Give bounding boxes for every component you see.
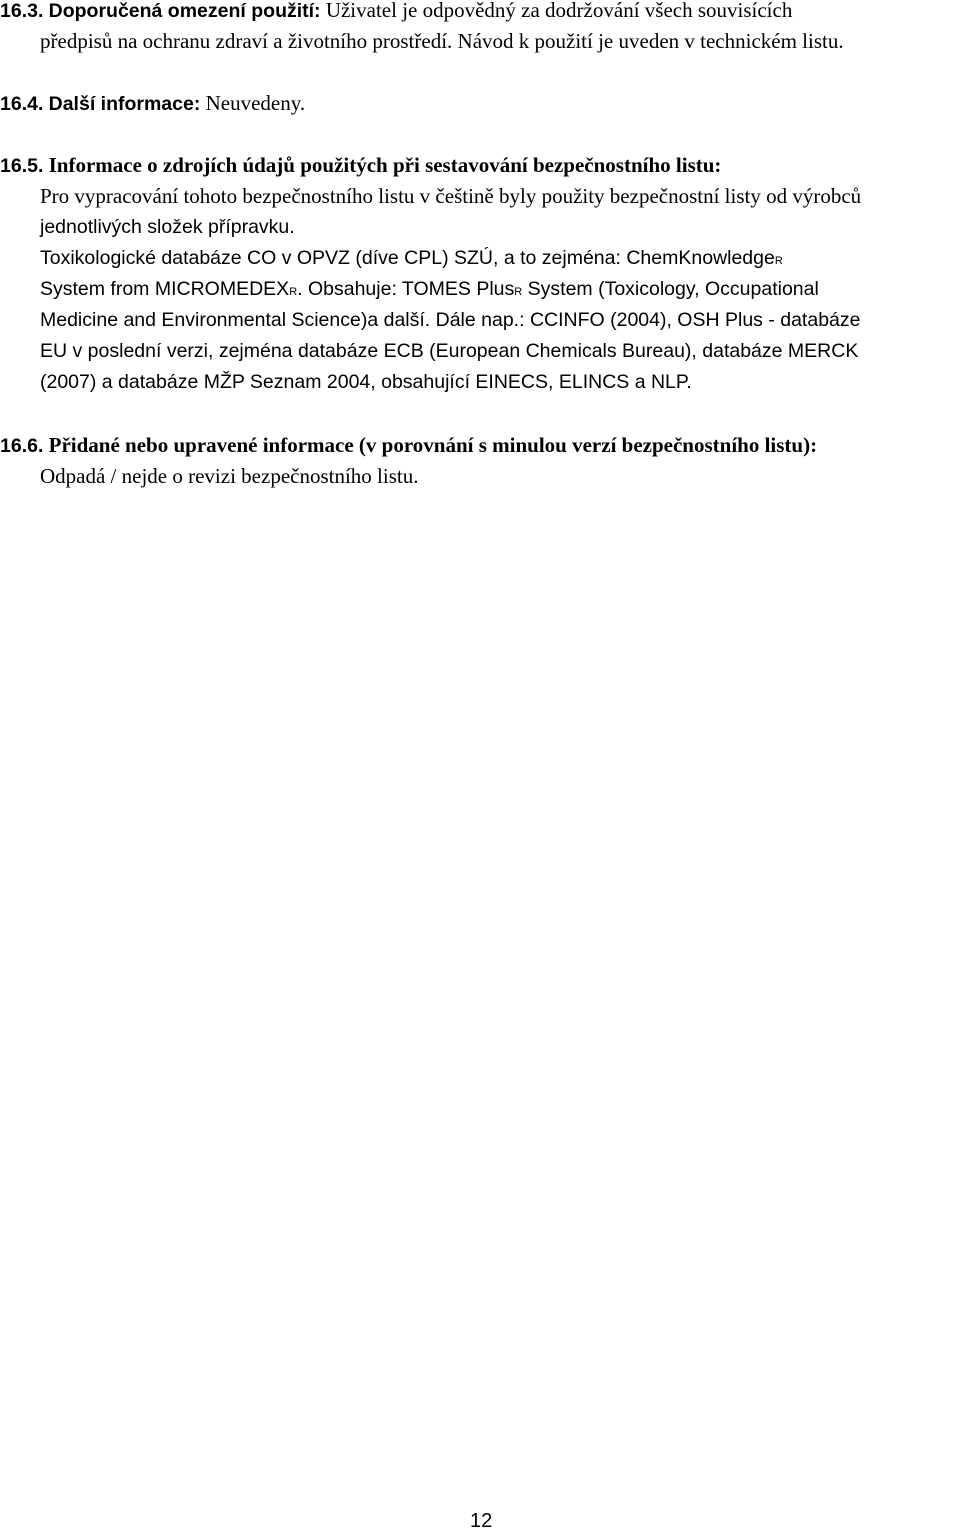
section-title: Doporučená omezení použití: [48, 0, 321, 22]
text-segment: Medicine and Environmental Science)a další. Dále nap. [40, 309, 520, 331]
registered-mark: R [289, 286, 298, 298]
section-text: Neuvedeny. [205, 91, 306, 115]
section-16-5-line-7: (2007) a databáze MŽP Seznam 2004, obsahující EINECS, ELINCS a NLP. [40, 371, 692, 393]
section-16-6-heading [0, 431, 817, 460]
section-16-4-heading [0, 89, 305, 118]
section-number: 16.5. [0, 155, 44, 177]
text-segment: Toxikologické databáze CO v OPVZ (díve CPL) SZÚ, a to zejména: ChemKnowledge [40, 247, 775, 269]
page-number: 12 [470, 1510, 493, 1532]
section-16-5-line-6: EU v poslední verzi, zejména databáze ECB (European Chemicals Bureau), databáze MERCK [40, 340, 859, 362]
section-number: 16.3. [0, 0, 44, 22]
section-title: Další informace: [48, 93, 201, 115]
registered-mark: R [514, 286, 523, 298]
text-segment: System from MICROMEDEX [40, 278, 290, 300]
section-16-5-heading [0, 151, 721, 180]
section-16-5-line-2: jednotlivých složek přípravku. [40, 216, 295, 238]
text-segment: System (Toxicology, Occupational [522, 278, 819, 300]
section-16-3-heading [0, 0, 792, 25]
section-16-5-line-5 [40, 306, 860, 334]
text-segment: : CCINFO (2004), OSH Plus - databáze [519, 309, 861, 331]
section-16-5-line-4 [40, 275, 819, 306]
section-16-5-line-1: Pro vypracování tohoto bezpečnostního listu v češtině byly použity bezpečnostní listy od výrobců [40, 184, 862, 208]
section-title: Přidané nebo upravené informace (v porovnání s minulou verzí bezpečnostního listu): [48, 433, 818, 457]
text-segment: . Obsahuje: TOMES Plus [297, 278, 515, 300]
registered-mark: R [774, 255, 783, 267]
section-text: Uživatel je odpovědný za dodržování všech souvisících [325, 0, 793, 22]
section-number: 16.6. [0, 435, 44, 457]
section-16-5-line-3 [40, 244, 783, 275]
section-16-3-line-2: předpisů na ochranu zdraví a životního prostředí. Návod k použití je uveden v technickém listu. [40, 29, 844, 53]
section-title: Informace o zdrojích údajů použitých při sestavování bezpečnostního listu: [48, 153, 722, 177]
section-number: 16.4. [0, 93, 44, 115]
section-16-6-text: Odpadá / nejde o revizi bezpečnostního listu. [40, 464, 419, 488]
